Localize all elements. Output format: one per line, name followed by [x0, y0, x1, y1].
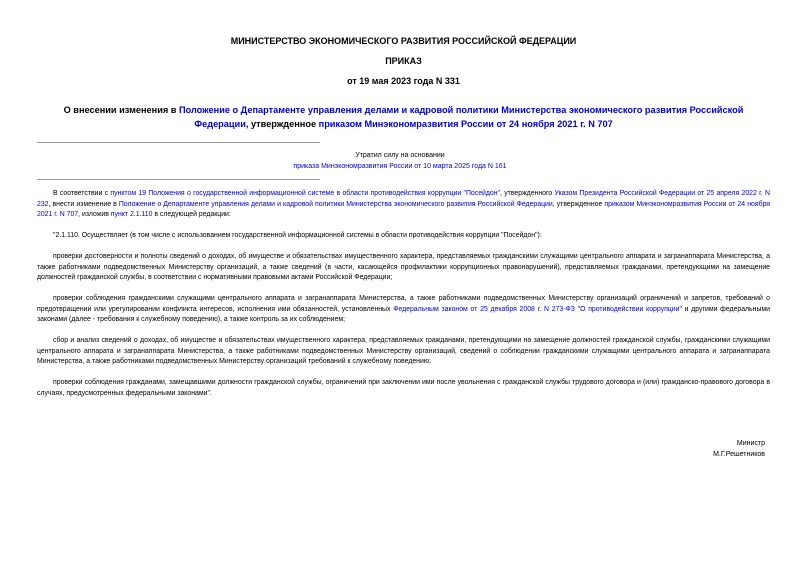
- signature-name: М.Г.Решетников: [713, 451, 765, 458]
- divider-top: [37, 142, 320, 143]
- title-middle: , утвержденное: [245, 119, 319, 129]
- intro-link-decree[interactable]: Указом Президента Российской Федерации от 25 апреля 2022 г. N 232: [37, 190, 770, 208]
- item-paragraph-3: сбор и анализ сведений о доходах, об имуществе и обязательствах имущественного характера, представляемых гражданами, претендующими на замещение должностей гражданской службы, гражданскими служащими центрального аппарата и загранаппарата Министерства, а также работниками подведомственных Министерству организаций, сведений о соблюдении гражданскими служащими центрального аппарата и загранаппарата Министерства, а также работниками подведомственных Министерству организаций требований к служебному поведению;: [37, 337, 770, 365]
- item-paragraph-1: проверки достоверности и полноты сведений о доходах, об имуществе и обязательствах имущественного характера, представляемых гражданскими служащими центрального аппарата и загранаппарата Министерства, а также работниками подведомственных Министерству организаций, а также сведений (в части, касающейся профилактики коррупционных правонарушений), представляемых гражданами, претендующими на замещение должностей гражданской службы, в соответствии с нормативными правовыми актами Российской Федерации;: [37, 253, 770, 281]
- signature-block: [713, 438, 765, 460]
- intro-text-1: В соответствии с: [53, 190, 111, 197]
- document-title: [40, 103, 767, 131]
- intro-text-2: , утвержденного: [500, 190, 555, 197]
- intro-link-order[interactable]: приказом Минэкономразвития России от 24 ноября 2021 г. N 707: [37, 200, 770, 218]
- clause-paragraph: "2.1.110. Осуществляет (в том числе с использованием государственной информационной системы в области противодействия коррупции "Посейдон"):: [53, 232, 542, 239]
- document-body: [37, 189, 770, 410]
- intro-paragraph: [37, 189, 770, 221]
- title-link-regulation[interactable]: Положение о Департаменте управления делами и кадровой политики Министерства экономического развития Российской Федерации: [178, 105, 744, 129]
- item2-text-2: и другими федеральными законами (далее - требования к служебному поведению), а также контроль за их соблюдением;: [37, 305, 770, 323]
- status-note-link[interactable]: приказа Минэкономразвития России от 10 марта 2025 года N 161: [293, 163, 507, 170]
- title-link-order[interactable]: приказом Минэкономразвития России от 24 ноября 2021 г. N 707: [318, 119, 613, 129]
- ministry-heading: МИНИСТЕРСТВО ЭКОНОМИЧЕСКОГО РАЗВИТИЯ РОССИЙСКОЙ ФЕДЕРАЦИИ: [230, 36, 577, 46]
- intro-text-3: , внести изменение в: [48, 200, 119, 208]
- title-prefix: О внесении изменения в: [63, 105, 179, 115]
- intro-link-clause[interactable]: пункт 2.1.110: [110, 211, 153, 218]
- item2-link-law[interactable]: Федеральным законом от 25 декабря 2008 г. N 273-ФЗ "О противодействии коррупции": [393, 305, 682, 313]
- item2-text-1: проверки соблюдения гражданскими служащими центрального аппарата и загранаппарата Министерства, а также работниками подведомственных Министерству организаций ограничений и запретов, требований о предотвращении или урегулировании конфликта интересов, исполнения ими обязанностей, установленных: [37, 295, 770, 313]
- status-note: [250, 150, 550, 172]
- item-paragraph-2: [37, 294, 770, 326]
- order-date-number: от 19 мая 2023 года N 331: [347, 76, 460, 86]
- item-paragraph-4: проверки соблюдения гражданами, замещавшими должности гражданской службы, ограничений при заключении ими после увольнения с гражданской службы трудового договора и (или) гражданско-правового договора в случаях, предусмотренных федеральными законами".: [37, 379, 770, 397]
- intro-link-regulation[interactable]: Положение о Департаменте управления делами и кадровой политики Министерства экономического развития Российской Федерации: [118, 200, 553, 208]
- intro-text-5: , изложив: [78, 211, 111, 218]
- intro-text-4: , утвержденное: [552, 200, 605, 208]
- status-note-text: Утратил силу на основании: [355, 152, 445, 159]
- signature-position: Министр: [736, 440, 765, 447]
- intro-text-6: в следующей редакции:: [152, 211, 231, 218]
- divider-bottom: [37, 179, 320, 180]
- order-type-heading: ПРИКАЗ: [385, 56, 422, 66]
- intro-link-poseidon[interactable]: пунктом 19 Положения о государственной информационной системе в области противодействия коррупции "Посейдон": [110, 190, 500, 197]
